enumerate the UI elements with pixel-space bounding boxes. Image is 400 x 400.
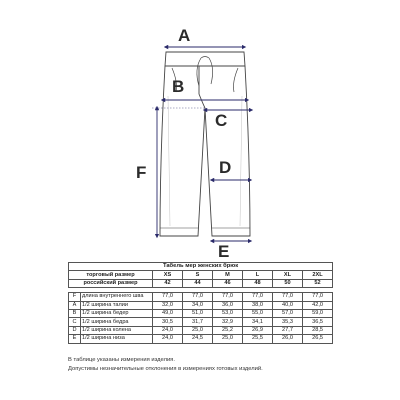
measure-value: 36,5 xyxy=(303,318,333,326)
label-d: D xyxy=(219,158,232,177)
measure-value: 26,9 xyxy=(243,326,273,334)
table-row xyxy=(69,309,333,317)
measure-value: 31,7 xyxy=(183,318,213,326)
header-size-cell: 44 xyxy=(183,279,213,287)
measure-value: 34,0 xyxy=(183,301,213,309)
header-size-cell: 50 xyxy=(273,279,303,287)
header-label: торговый размер xyxy=(69,271,153,279)
header-size-cell: S xyxy=(183,271,213,279)
label-c: C xyxy=(215,111,228,130)
measure-value: 49,0 xyxy=(153,309,183,317)
header-size-cell: 2XL xyxy=(303,271,333,279)
measure-value: 32,0 xyxy=(153,301,183,309)
measure-label: длина внутреннего шва xyxy=(81,293,153,301)
table-row xyxy=(69,301,333,309)
header-size-cell: XS xyxy=(153,271,183,279)
measure-value: 40,0 xyxy=(273,301,303,309)
label-a: A xyxy=(178,26,191,45)
measure-label: 1/2 ширина колена xyxy=(81,326,153,334)
measure-label: 1/2 ширина талии xyxy=(81,301,153,309)
header-size-cell: 42 xyxy=(153,279,183,287)
header-size-cell: 46 xyxy=(213,279,243,287)
measure-value: 24,0 xyxy=(153,335,183,343)
table-row xyxy=(69,293,333,301)
measure-value: 53,0 xyxy=(213,309,243,317)
size-table xyxy=(68,262,333,344)
measure-code: E xyxy=(69,335,81,343)
measure-value: 32,9 xyxy=(213,318,243,326)
measure-value: 51,0 xyxy=(183,309,213,317)
label-e: E xyxy=(218,242,230,260)
header-size-cell: 52 xyxy=(303,279,333,287)
note-measurements: В таблице указаны измерения изделия. xyxy=(68,357,175,363)
header-size-cell: 48 xyxy=(243,279,273,287)
measure-value: 25,0 xyxy=(183,326,213,334)
measure-value: 28,5 xyxy=(303,326,333,334)
measure-value: 77,0 xyxy=(273,293,303,301)
measure-value: 57,0 xyxy=(273,309,303,317)
measure-value: 24,0 xyxy=(153,326,183,334)
measure-value: 25,5 xyxy=(243,335,273,343)
measure-value: 77,0 xyxy=(213,293,243,301)
label-f: F xyxy=(136,163,147,182)
table-title: Табель мер женских брюк xyxy=(69,263,333,271)
measure-value: 26,5 xyxy=(303,335,333,343)
measure-value: 26,0 xyxy=(273,335,303,343)
header-size-cell: L xyxy=(243,271,273,279)
measure-value: 34,1 xyxy=(243,318,273,326)
header-size-cell: M xyxy=(213,271,243,279)
measure-value: 35,3 xyxy=(273,318,303,326)
measure-value: 36,0 xyxy=(213,301,243,309)
measure-value: 55,0 xyxy=(243,309,273,317)
measure-code: F xyxy=(69,293,81,301)
measure-value: 25,2 xyxy=(213,326,243,334)
header-label: российский размер xyxy=(69,279,153,287)
measure-label: 1/2 ширина низа xyxy=(81,335,153,343)
measure-value: 30,5 xyxy=(153,318,183,326)
label-b: B xyxy=(172,77,185,96)
measure-value: 38,0 xyxy=(243,301,273,309)
measure-value: 59,0 xyxy=(303,309,333,317)
measure-value: 77,0 xyxy=(183,293,213,301)
measure-value: 77,0 xyxy=(153,293,183,301)
table-row xyxy=(69,335,333,343)
table-row xyxy=(69,326,333,334)
measure-value: 77,0 xyxy=(303,293,333,301)
table-header-row xyxy=(69,279,333,287)
table-row xyxy=(69,318,333,326)
measure-label: 1/2 ширина бедра xyxy=(81,318,153,326)
measure-value: 24,5 xyxy=(183,335,213,343)
measurement-lines xyxy=(152,47,251,241)
measure-code: C xyxy=(69,318,81,326)
table-header-row xyxy=(69,271,333,279)
note-tolerance: Допустимы незначительные отклонения в измерениях готовых изделий. xyxy=(68,366,263,372)
measure-label: 1/2 ширина бедер xyxy=(81,309,153,317)
measure-code: A xyxy=(69,301,81,309)
measure-value: 25,0 xyxy=(213,335,243,343)
measure-value: 77,0 xyxy=(243,293,273,301)
measure-value: 42,0 xyxy=(303,301,333,309)
table-title-row xyxy=(69,263,333,271)
measure-value: 27,7 xyxy=(273,326,303,334)
header-size-cell: XL xyxy=(273,271,303,279)
measure-code: B xyxy=(69,309,81,317)
measure-code: D xyxy=(69,326,81,334)
